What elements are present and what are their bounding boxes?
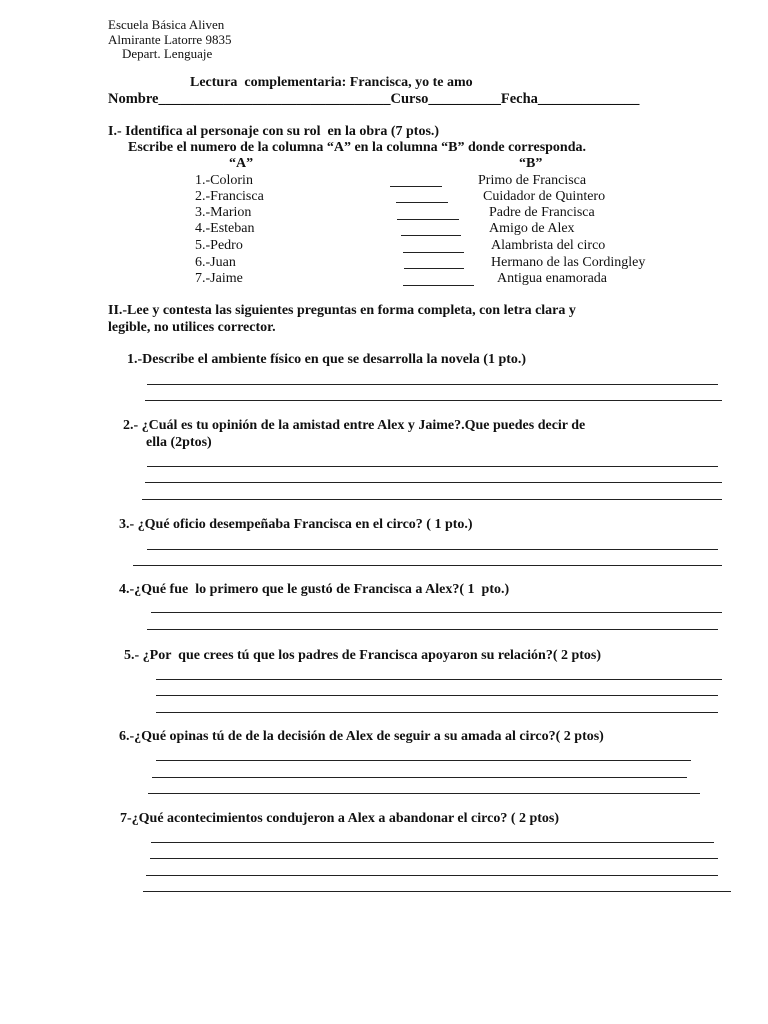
column-a-item: 1.-Colorin	[195, 173, 253, 188]
section1-instruction: Escribe el numero de la columna “A” en la columna “B” donde corresponda.	[128, 140, 587, 155]
answer-line[interactable]	[156, 695, 718, 696]
answer-line[interactable]	[156, 760, 691, 761]
answer-line[interactable]	[142, 499, 722, 500]
answer-line[interactable]	[151, 612, 722, 613]
column-b-item: Alambrista del circo	[491, 238, 606, 253]
column-b-header: “B”	[519, 156, 543, 171]
column-a-item: 2.-Francisca	[195, 189, 264, 204]
answer-line[interactable]	[146, 875, 718, 876]
column-b-item: Primo de Francisca	[478, 173, 587, 188]
answer-line[interactable]	[152, 777, 687, 778]
answer-line[interactable]	[143, 891, 731, 892]
section2-heading: II.-Lee y contesta las siguientes preguntas en forma completa, con letra clara y	[108, 303, 576, 318]
question-3: 3.- ¿Qué oficio desempeñaba Francisca en el circo? ( 1 pto.)	[119, 517, 473, 532]
answer-blank[interactable]	[397, 219, 459, 220]
page-title: Lectura complementaria: Francisca, yo te amo	[190, 75, 473, 90]
answer-blank[interactable]	[390, 186, 442, 187]
answer-line[interactable]	[148, 793, 700, 794]
column-a-item: 7.-Jaime	[195, 271, 243, 286]
question-7: 7-¿Qué acontecimientos condujeron a Alex a abandonar el circo? ( 2 ptos)	[120, 811, 560, 826]
question-1: 1.-Describe el ambiente físico en que se desarrolla la novela (1 pto.)	[127, 352, 527, 367]
school-address: Almirante Latorre 9835	[108, 32, 232, 47]
answer-blank[interactable]	[403, 285, 474, 286]
column-a-item: 4.-Esteban	[195, 221, 255, 236]
column-b-item: Cuidador de Quintero	[483, 189, 606, 204]
answer-blank[interactable]	[403, 252, 464, 253]
answer-line[interactable]	[147, 384, 718, 385]
student-info-line: Nombre________________________________Curso__________Fecha______________	[108, 91, 640, 107]
answer-line[interactable]	[151, 842, 714, 843]
school-name: Escuela Básica Aliven	[108, 17, 225, 32]
question-5: 5.- ¿Por que crees tú que los padres de Francisca apoyaron su relación?( 2 ptos)	[124, 648, 602, 663]
department: Depart. Lenguaje	[122, 46, 213, 61]
answer-blank[interactable]	[404, 268, 464, 269]
answer-line[interactable]	[147, 629, 718, 630]
answer-line[interactable]	[150, 858, 718, 859]
question-4: 4.-¿Qué fue lo primero que le gustó de Francisca a Alex?( 1 pto.)	[119, 582, 510, 597]
question-6: 6.-¿Qué opinas tú de de la decisión de Alex de seguir a su amada al circo?( 2 ptos)	[119, 729, 604, 744]
answer-line[interactable]	[133, 565, 722, 566]
answer-blank[interactable]	[396, 202, 448, 203]
answer-line[interactable]	[145, 482, 722, 483]
answer-line[interactable]	[147, 549, 718, 550]
answer-line[interactable]	[156, 712, 718, 713]
answer-line[interactable]	[147, 466, 718, 467]
column-a-header: “A”	[229, 156, 254, 171]
column-a-item: 6.-Juan	[195, 255, 236, 270]
section2-heading-cont: legible, no utilices corrector.	[108, 320, 276, 335]
column-b-item: Padre de Francisca	[489, 205, 595, 220]
column-a-item: 3.-Marion	[195, 205, 252, 220]
section1-heading: I.- Identifica al personaje con su rol en la obra (7 ptos.)	[108, 124, 440, 139]
column-b-item: Amigo de Alex	[489, 221, 575, 236]
answer-blank[interactable]	[401, 235, 461, 236]
answer-line[interactable]	[145, 400, 722, 401]
question-2-cont: ella (2ptos)	[146, 435, 212, 450]
question-2: 2.- ¿Cuál es tu opinión de la amistad entre Alex y Jaime?.Que puedes decir de	[123, 418, 586, 433]
column-a-item: 5.-Pedro	[195, 238, 243, 253]
column-b-item: Hermano de las Cordingley	[491, 255, 646, 270]
column-b-item: Antigua enamorada	[497, 271, 608, 286]
answer-line[interactable]	[156, 679, 722, 680]
